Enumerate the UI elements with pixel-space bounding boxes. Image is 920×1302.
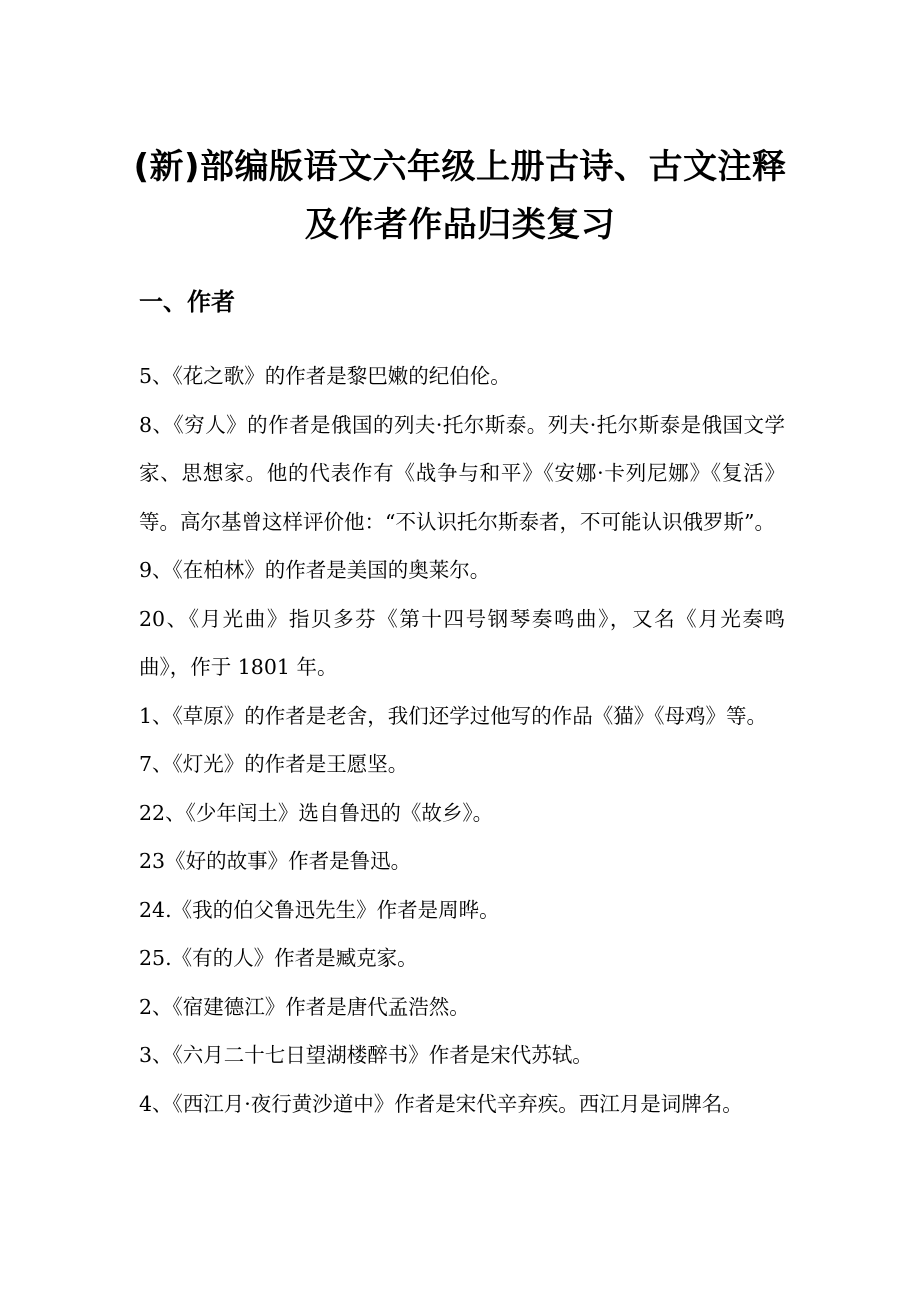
entry-wang-hu-lou: 3、《六月二十七日望湖楼醉书》作者是宋代苏轼。 [139, 1043, 593, 1067]
entry-deng-guang: 7、《灯光》的作者是王愿坚。 [139, 752, 409, 776]
entry-cao-yuan: 1、《草原》的作者是老舍，我们还学过他写的作品《猫》《母鸡》等。 [139, 703, 768, 728]
entry-zai-bai-lin: 9、《在柏林》的作者是美国的奥莱尔。 [139, 558, 491, 582]
entry-su-jian-de-jiang: 2、《宿建德江》作者是唐代孟浩然。 [139, 994, 470, 1019]
entry-xi-jiang-yue: 4、《西江月·夜行黄沙道中》作者是宋代辛弃疾。西江月是词牌名。 [139, 1091, 743, 1116]
document-title-line-2: 及作者作品归类复习 [304, 205, 616, 245]
entry-you-de-ren: 25.《有的人》作者是臧克家。 [139, 946, 418, 970]
document-title-line-1: (新)部编版语文六年级上册古诗、古文注释 [133, 147, 787, 187]
entry-shao-nian-run-tu: 22、《少年闰土》选自鲁迅的《故乡》。 [139, 800, 494, 825]
entry-qiong-ren: 8、《穷人》的作者是俄国的列夫·托尔斯泰。列夫·托尔斯泰是俄国文学家、思想家。他的代表作有《战争与和平》《安娜·卡列尼娜》《复活》等。高尔基曾这样评价他：“不认识托尔斯泰者，不可能认识俄罗斯”。 [139, 412, 785, 534]
entry-yue-guang-qu: 20、《月光曲》指贝多芬《第十四号钢琴奏鸣曲》，又名《月光奏鸣曲》，作于 1801 年。 [139, 606, 785, 679]
section-heading-authors: 一、作者 [139, 288, 235, 316]
entry-hua-zhi-ge: 5、《花之歌》的作者是黎巴嫩的纪伯伦。 [139, 364, 511, 388]
entry-hao-de-gu-shi: 23《好的故事》作者是鲁迅。 [139, 849, 412, 873]
entry-wo-de-bo-fu: 24.《我的伯父鲁迅先生》作者是周晔。 [139, 897, 500, 922]
author-entries-list [139, 352, 785, 1128]
